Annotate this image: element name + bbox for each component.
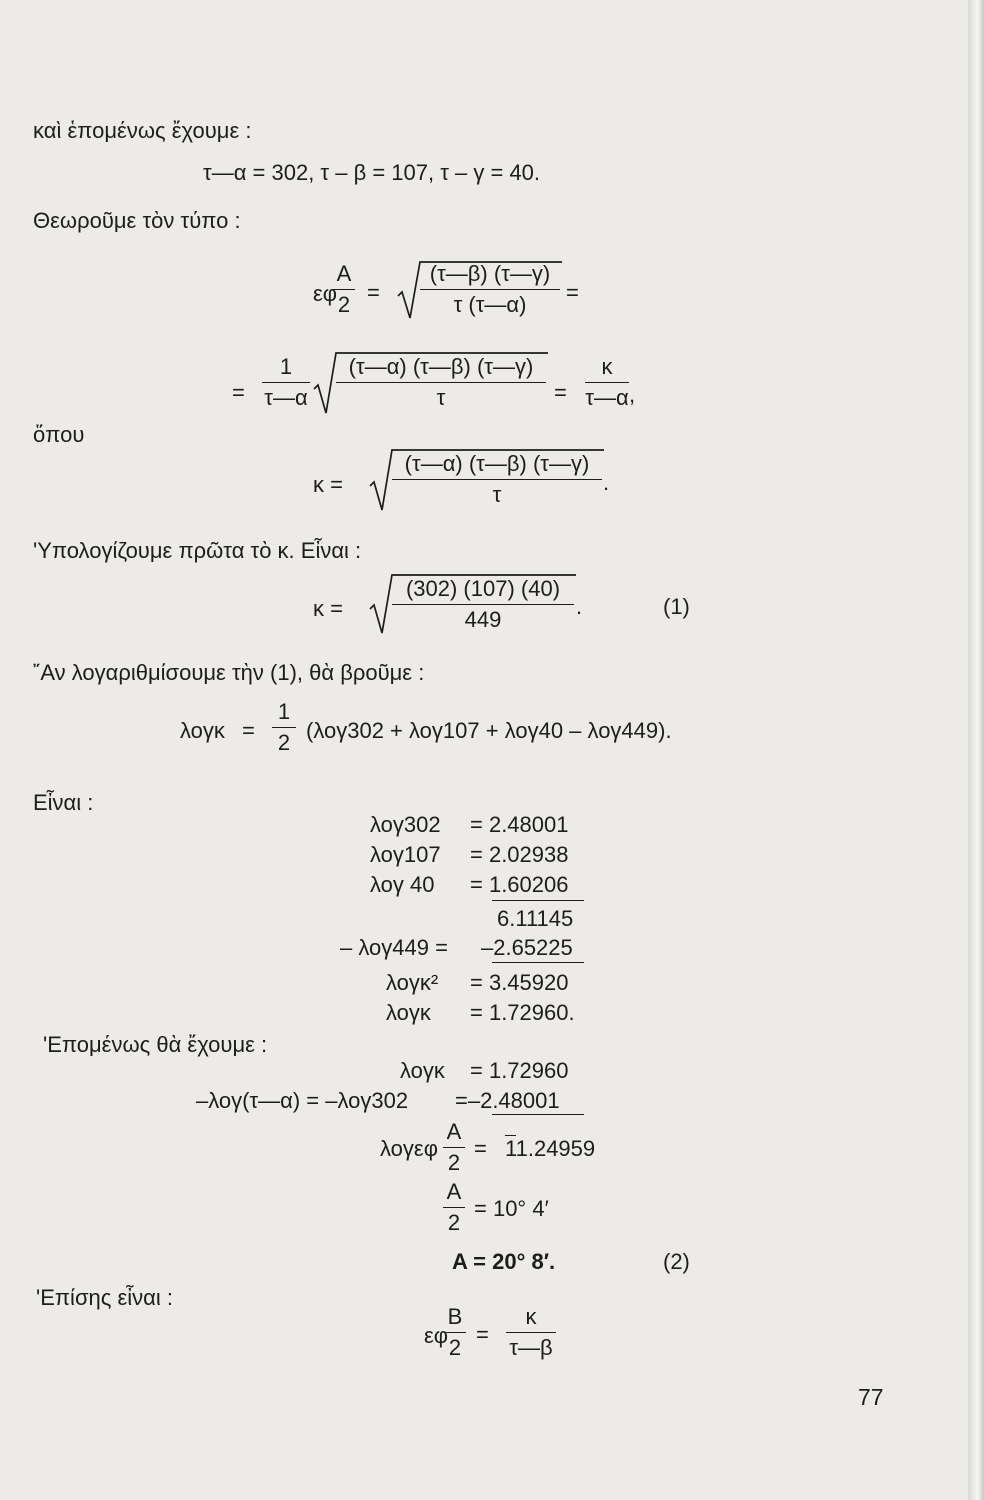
log-label: λογ 40: [370, 872, 435, 897]
log-label: – λογ449 =: [340, 935, 448, 960]
text-line: 'Υπολογίζουμε πρῶτα τὸ κ. Εἶναι :: [33, 538, 362, 563]
radicand-fraction: (τ—α) (τ—β) (τ—γ) τ: [336, 355, 546, 410]
text-line: Θεωροῦμε τὸν τύπο :: [33, 208, 241, 233]
calc-value: = 1.72960: [470, 1058, 569, 1083]
angle-result: = 10° 4′: [474, 1196, 549, 1221]
fraction-a-over-2: A 2: [333, 262, 355, 317]
equals-sign: =: [367, 280, 380, 305]
log-label: λογκ²: [386, 970, 439, 995]
calc-label: –λογ(τ—α) = –λογ302: [196, 1088, 409, 1113]
calc-label: λογκ: [400, 1058, 445, 1083]
fraction-a-over-2: A 2: [443, 1180, 465, 1235]
page-number: 77: [858, 1384, 884, 1410]
log-sum: (λογ302 + λογ107 + λογ40 – λογ449).: [306, 718, 672, 743]
log-value: = 1.72960.: [470, 1000, 575, 1025]
log-sum-value: 6.11145: [497, 906, 574, 931]
kappa-equals: κ =: [313, 596, 343, 621]
text-line: 'Επομένως θὰ ἔχουμε :: [43, 1032, 268, 1057]
fraction-half: 1 2: [272, 700, 296, 755]
text-line: Εἶναι :: [33, 790, 94, 815]
equals-sign: =: [474, 1136, 487, 1161]
sum-rule: [492, 962, 584, 963]
fraction-k-over-t-a: κ τ—α: [585, 354, 629, 410]
kappa-equals: κ =: [313, 472, 343, 497]
log-label: λογ107: [370, 842, 441, 867]
radicand-fraction: (τ—α) (τ—β) (τ—γ) τ: [392, 452, 602, 507]
equation-number: (2): [663, 1249, 690, 1274]
fraction-a-over-2: A 2: [443, 1120, 465, 1175]
fraction-k-over-t-b: κ τ—β: [506, 1305, 556, 1360]
equation-number: (1): [663, 594, 690, 619]
radicand-fraction: (τ—β) (τ—γ) τ (τ—α): [420, 262, 560, 317]
text-line: ῎Αν λογαριθμίσουμε τὴν (1), θὰ βροῦμε :: [33, 660, 425, 685]
period: .: [576, 594, 583, 619]
radicand-fraction: (302) (107) (40) 449: [392, 577, 574, 632]
log-label: λογκ: [386, 1000, 431, 1025]
text-line: ὅπου: [33, 422, 85, 447]
log-tan: λογεφ: [380, 1136, 438, 1161]
text-line: 'Επίσης εἶναι :: [36, 1285, 173, 1310]
equals-sign: =: [566, 280, 579, 305]
tan-symbol: εφ: [313, 281, 338, 306]
log-value: –2.65225: [481, 935, 573, 960]
equals-sign: =: [242, 718, 255, 743]
calc-value: =–2.48001: [455, 1088, 560, 1113]
log-k: λογκ: [180, 718, 225, 743]
period: .: [603, 470, 610, 495]
fraction-1-over-t-a: 1 τ—α: [262, 355, 310, 410]
tan-symbol: εφ: [424, 1323, 449, 1348]
sum-rule: [492, 900, 584, 901]
equals-sign: =: [232, 380, 245, 405]
log-value: = 2.02938: [470, 842, 569, 867]
log-value: = 2.48001: [470, 812, 569, 837]
text-line: καὶ ἑπομένως ἔχουμε :: [33, 118, 252, 143]
fraction-b-over-2: B 2: [444, 1305, 466, 1360]
page-edge-shadow: [968, 0, 984, 1500]
comma: ,: [629, 382, 636, 407]
log-label: λογ302: [370, 812, 441, 837]
equation: τ—α = 302, τ – β = 107, τ – γ = 40.: [203, 160, 541, 185]
equals-sign: =: [476, 1322, 489, 1347]
sum-rule: [492, 1114, 584, 1115]
log-value: = 1.60206: [470, 872, 569, 897]
log-value: = 3.45920: [470, 970, 569, 995]
equals-sign: =: [554, 380, 567, 405]
angle-a-result: A = 20° 8′.: [452, 1249, 556, 1274]
calc-result: 11.24959: [505, 1136, 596, 1161]
